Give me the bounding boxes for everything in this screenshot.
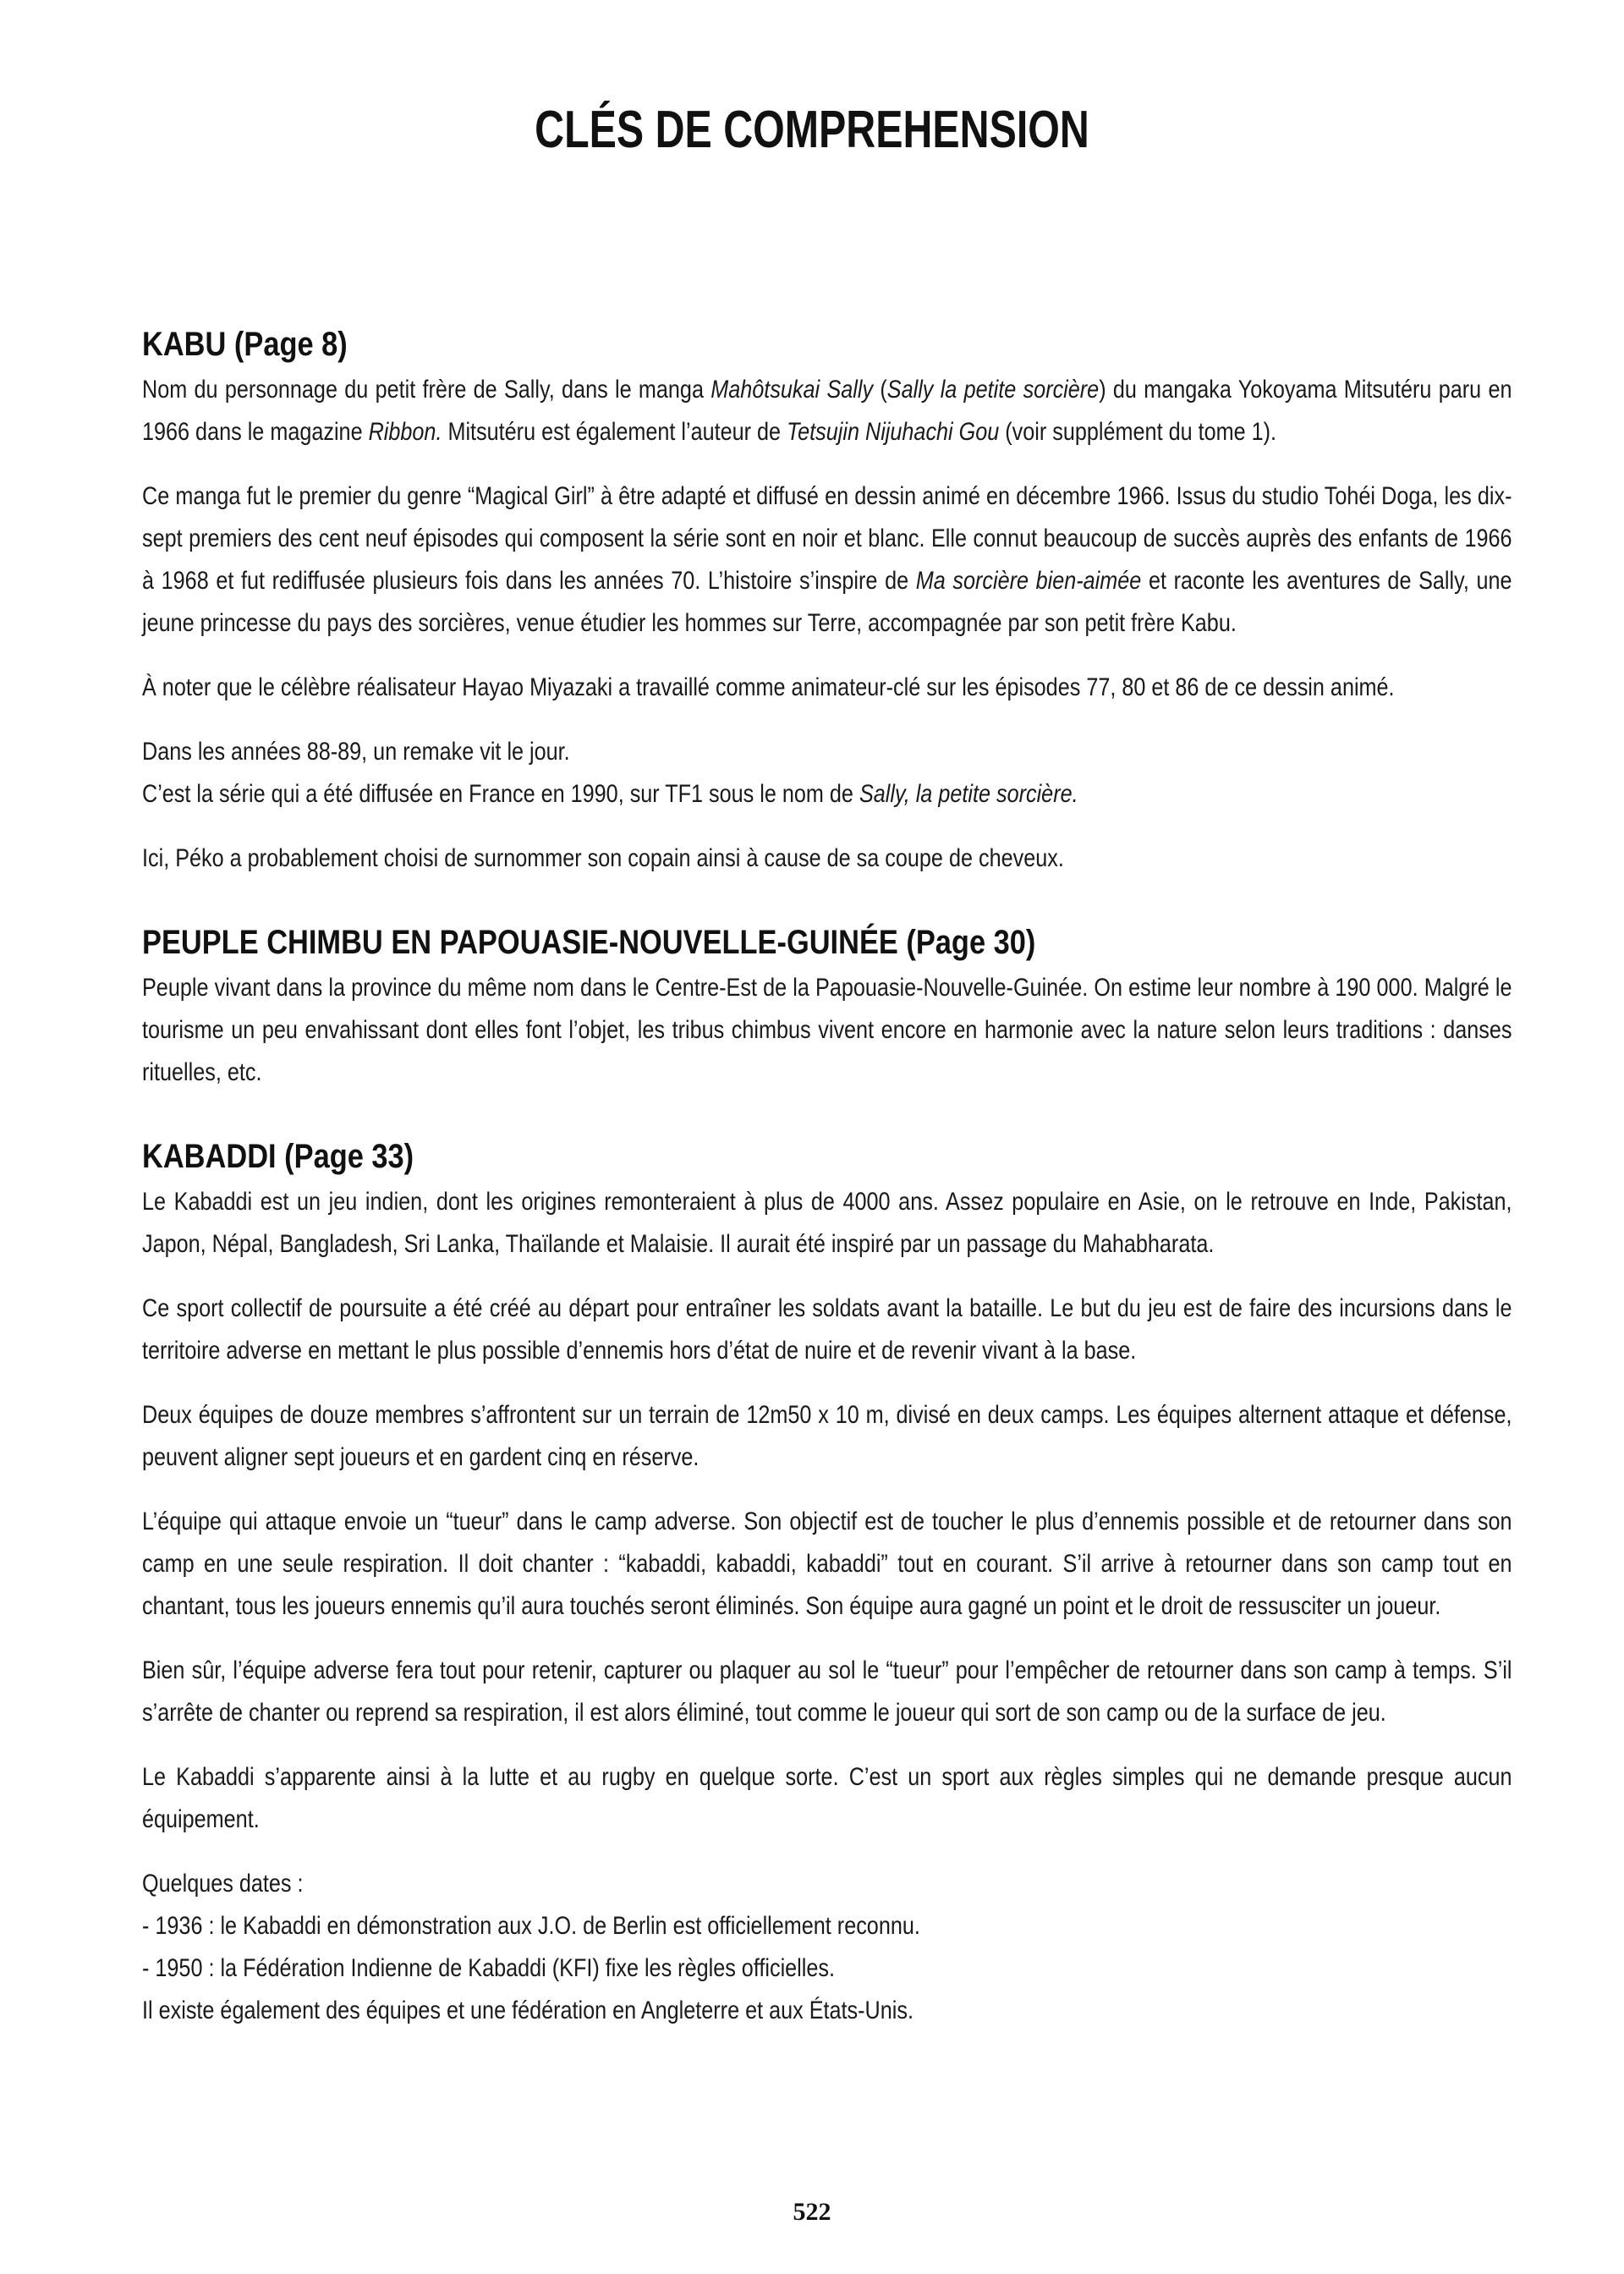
text-run: Nom du personnage du petit frère de Sally, dans le manga (142, 376, 711, 404)
text-line: Dans les années 88-89, un remake vit le jour. (142, 738, 570, 766)
list-item: - 1950 : la Fédération Indienne de Kabaddi (KFI) fixe les règles officielles. (142, 1954, 835, 1982)
dates-list (142, 1863, 1512, 2032)
text-run: ( (873, 376, 887, 404)
paragraph: Bien sûr, l’équipe adverse fera tout pour retenir, capturer ou plaquer au sol le “tueur” pour l’empêcher de retourner dans son camp à temps. S’il s’arrête de chanter ou reprend sa respiration, il est alors éliminé, tout comme le joueur qui sort de son camp ou de la surface de jeu. (142, 1656, 1512, 1727)
italic-title: Sally, la petite sorcière. (859, 780, 1078, 808)
italic-title: Sally la petite sorcière (886, 376, 1100, 404)
italic-title: Mahôtsukai Sally (710, 376, 874, 404)
paragraph (142, 731, 1512, 816)
italic-title: Ribbon. (368, 418, 442, 446)
paragraph: À noter que le célèbre réalisateur Hayao Miyazaki a travaillé comme animateur-clé sur les épisodes 77, 80 et 86 de ce dessin animé. (142, 673, 1395, 701)
text-line: Quelques dates : (142, 1870, 304, 1898)
paragraph: Ce sport collectif de poursuite a été créé au départ pour entraîner les soldats avant la bataille. Le but du jeu est de faire des incursions dans le territoire adverse en mettant le plus possible d’ennemis hors d’état de nuire et de revenir vivant à la base. (142, 1294, 1512, 1365)
text-run: (voir supplément du tome 1). (999, 418, 1277, 446)
text-line: Il existe également des équipes et une fédération en Angleterre et aux États-Unis. (142, 1997, 914, 2024)
italic-title: Tetsujin Nijuhachi Gou (787, 418, 1000, 446)
section-heading: KABU (Page 8) (142, 326, 348, 363)
text-run: Ce manga fut le premier du genre “Magical Girl” à être adapté et diffusé en dessin animé en décembre 1966. Issus du studio Tohéi Doga, les dix-sept premiers des cent neuf épisodes qui composent la série sont en noir et blanc. Elle connut beaucoup de succès auprès des enfants de 1966 à 1968 et fut rediffusée plusieurs fois dans les années 70. L’histoire s’inspire de (142, 482, 1512, 595)
list-item: - 1936 : le Kabaddi en démonstration aux J.O. de Berlin est officiellement reconnu. (142, 1912, 920, 1940)
paragraph: Peuple vivant dans la province du même nom dans le Centre-Est de la Papouasie-Nouvelle-Guinée. On estime leur nombre à 190 000. Malgré le tourisme un peu envahissant dont elles font l’objet, les tribus chimbus vivent encore en harmonie avec la nature selon leurs traditions : danses rituelles, etc. (142, 974, 1512, 1086)
paragraph (142, 475, 1512, 645)
text-run: ) du mangaka Yokoyama Mitsutéru paru en 1966 dans le magazine (142, 376, 1512, 446)
section-heading: KABADDI (Page 33) (142, 1138, 414, 1175)
paragraph: L’équipe qui attaque envoie un “tueur” dans le camp adverse. Son objectif est de toucher le plus d’ennemis possible et de retourner dans son camp en une seule respiration. Il doit chanter : “kabaddi, kabaddi, kabaddi” tout en courant. S’il arrive à retourner dans son camp tout en chantant, tous les joueurs ennemis qu’il aura touchés seront éliminés. Son équipe aura gagné un point et le droit de ressusciter un joueur. (142, 1508, 1512, 1620)
paragraph (142, 369, 1512, 453)
section-kabu (142, 326, 1512, 880)
text-run: et raconte les aventures de Sally, une jeune princesse du pays des sorcières, venue étudier les hommes sur Terre, accompagnée par son petit frère Kabu. (142, 567, 1512, 637)
italic-title: Ma sorcière bien-aimée (915, 567, 1142, 595)
paragraph: Deux équipes de douze membres s’affrontent sur un terrain de 12m50 x 10 m, divisé en deux camps. Les équipes alternent attaque et défense, peuvent aligner sept joueurs et en gardent cinq en réserve. (142, 1401, 1512, 1471)
page-content (142, 326, 1512, 2076)
page-title: CLÉS DE COMPREHENSION (535, 101, 1089, 159)
section-chimbu (142, 924, 1512, 1094)
text-run: C’est la série qui a été diffusée en France en 1990, sur TF1 sous le nom de (142, 780, 859, 808)
section-heading: PEUPLE CHIMBU EN PAPOUASIE-NOUVELLE-GUINÉE (Page 30) (142, 924, 1036, 961)
section-kabaddi (142, 1138, 1512, 2032)
page-number: 522 (793, 2198, 831, 2226)
text-run: Mitsutéru est également l’auteur de (442, 418, 787, 446)
paragraph: Ici, Péko a probablement choisi de surnommer son copain ainsi à cause de sa coupe de cheveux. (142, 844, 1064, 872)
paragraph: Le Kabaddi est un jeu indien, dont les origines remonteraient à plus de 4000 ans. Assez populaire en Asie, on le retrouve en Inde, Pakistan, Japon, Népal, Bangladesh, Sri Lanka, Thaïlande et Malaisie. Il aurait été inspiré par un passage du Mahabharata. (142, 1188, 1512, 1258)
paragraph: Le Kabaddi s’apparente ainsi à la lutte et au rugby en quelque sorte. C’est un sport aux règles simples qui ne demande presque aucun équipement. (142, 1763, 1512, 1833)
